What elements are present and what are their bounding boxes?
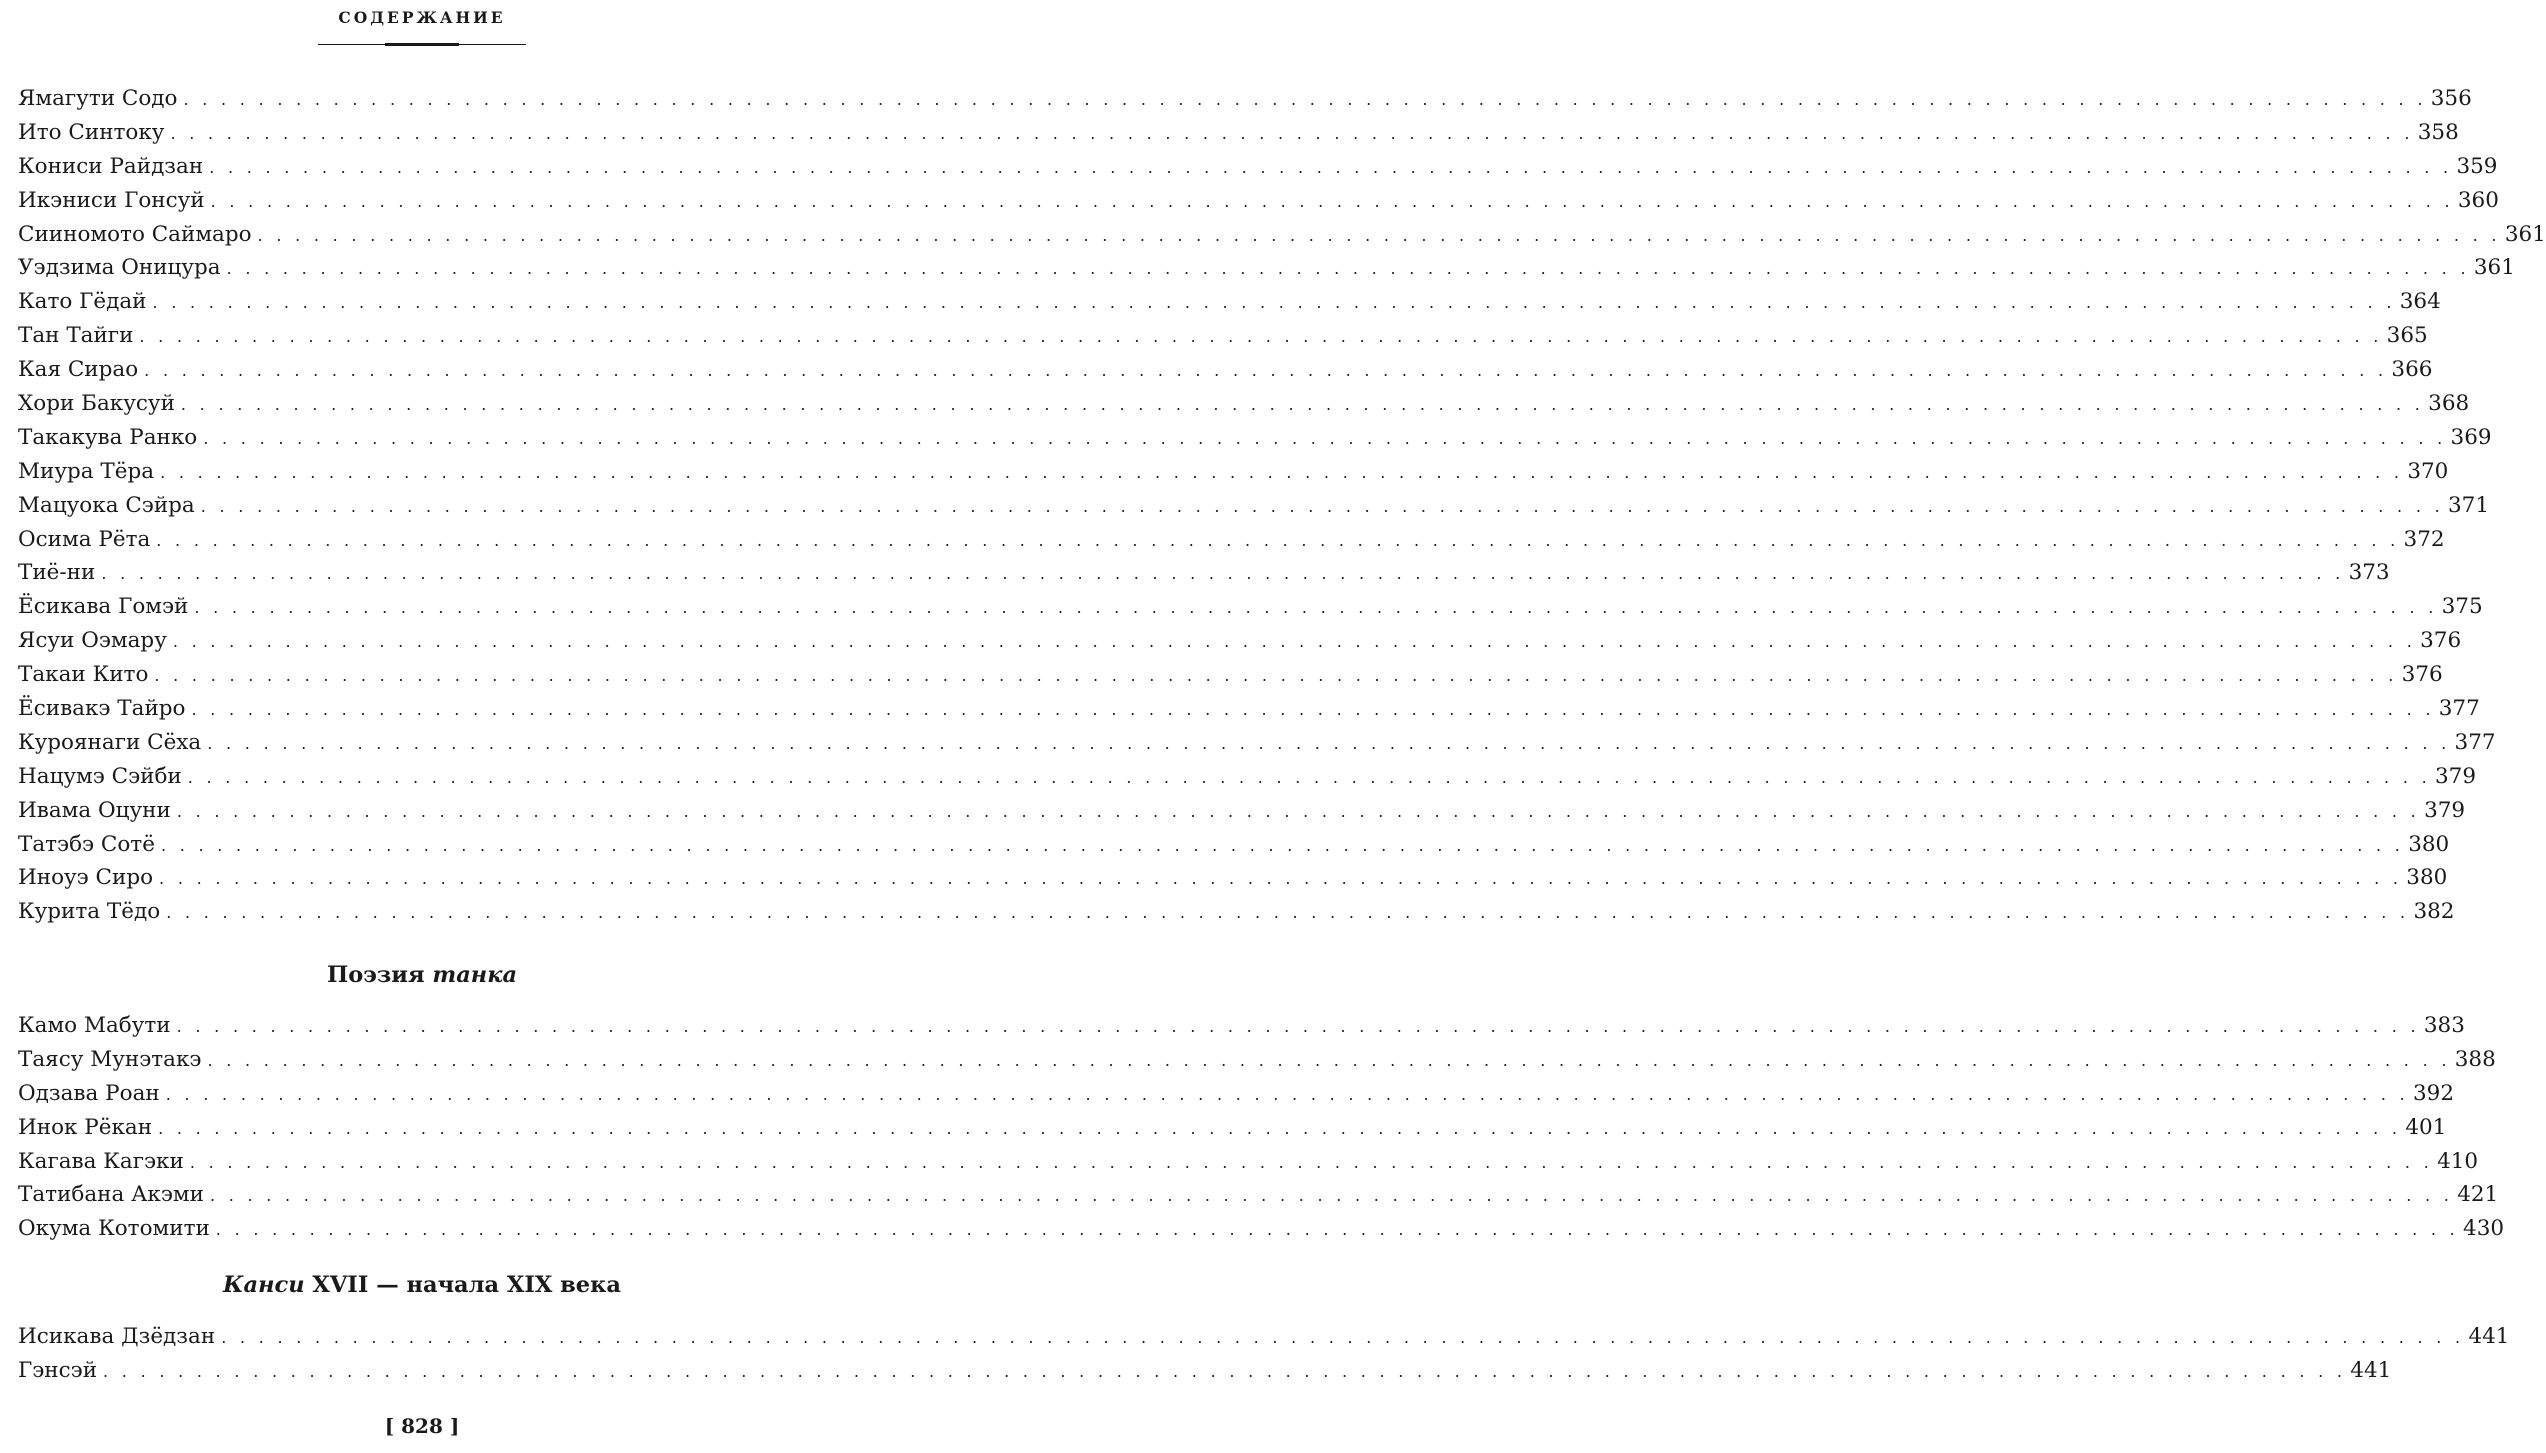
dot-leader: . . . . . . . . . . . . . . . . . . . . . . . . . . . . . . . . . . . . . . . . . . . . . . . . . . . . . . . . . . . . . . . . . . . . . . . . . . . . . . . . . . . . . . . . . . . . . . . . . . . . . . . . . . . . . . . . . . . . . . . . <box>209 1186 2454 1206</box>
dot-leader: . . . . . . . . . . . . . . . . . . . . . . . . . . . . . . . . . . . . . . . . . . . . . . . . . . . . . . . . . . . . . . . . . . . . . . . . . . . . . . . . . . . . . . . . . . . . . . . . . . . . . . . . . . . . . . . . . . . . . . . . <box>194 598 2438 618</box>
toc-entry-page: 430 <box>2463 1216 2505 1242</box>
dot-leader: . . . . . . . . . . . . . . . . . . . . . . . . . . . . . . . . . . . . . . . . . . . . . . . . . . . . . . . . . . . . . . . . . . . . . . . . . . . . . . . . . . . . . . . . . . . . . . . . . . . . . . . . . . . . . . . . . . . . . . . . <box>191 700 2435 720</box>
dot-leader: . . . . . . . . . . . . . . . . . . . . . . . . . . . . . . . . . . . . . . . . . . . . . . . . . . . . . . . . . . . . . . . . . . . . . . . . . . . . . . . . . . . . . . . . . . . . . . . . . . . . . . . . . . . . . . . . . . . . . . . . <box>152 293 2396 313</box>
toc-entry-title: Ёсивакэ Тайро <box>18 696 186 722</box>
dot-leader: . . . . . . . . . . . . . . . . . . . . . . . . . . . . . . . . . . . . . . . . . . . . . . . . . . . . . . . . . . . . . . . . . . . . . . . . . . . . . . . . . . . . . . . . . . . . . . . . . . . . . . . . . . . . . . . . . . . . . . . . <box>166 903 2410 923</box>
toc-group-1 <box>18 82 2546 929</box>
toc-entry <box>18 1178 2499 1212</box>
toc-entry-title: Сииномото Саймаро <box>18 221 252 247</box>
toc-entry-page: 361 <box>2504 221 2546 247</box>
page-number: [ 828 ] <box>384 1414 460 1438</box>
toc-entry-title: Ивама Оцуни <box>18 797 171 823</box>
toc-entry-title: Осима Рёта <box>18 526 151 552</box>
toc-entry <box>18 353 2433 387</box>
toc-entry-title: Такакува Ранко <box>18 424 198 450</box>
dot-leader: . . . . . . . . . . . . . . . . . . . . . . . . . . . . . . . . . . . . . . . . . . . . . . . . . . . . . . . . . . . . . . . . . . . . . . . . . . . . . . . . . . . . . . . . . . . . . . . . . . . . . . . . . . . . . . . . . . . . . . . . <box>176 1017 2420 1036</box>
dot-leader: . . . . . . . . . . . . . . . . . . . . . . . . . . . . . . . . . . . . . . . . . . . . . . . . . . . . . . . . . . . . . . . . . . . . . . . . . . . . . . . . . . . . . . . . . . . . . . . . . . . . . . . . . . . . . . . . . . . . . . . . <box>210 191 2454 211</box>
toc-entry-page: 373 <box>2348 560 2390 586</box>
toc-entry <box>18 116 2459 150</box>
dot-leader: . . . . . . . . . . . . . . . . . . . . . . . . . . . . . . . . . . . . . . . . . . . . . . . . . . . . . . . . . . . . . . . . . . . . . . . . . . . . . . . . . . . . . . . . . . . . . . . . . . . . . . . . . . . . . . . . . . . . . . . . <box>207 1050 2451 1070</box>
toc-entry-page: 358 <box>2417 119 2459 145</box>
toc-entry <box>18 150 2498 184</box>
toc-entry <box>18 828 2450 862</box>
dot-leader: . . . . . . . . . . . . . . . . . . . . . . . . . . . . . . . . . . . . . . . . . . . . . . . . . . . . . . . . . . . . . . . . . . . . . . . . . . . . . . . . . . . . . . . . . . . . . . . . . . . . . . . . . . . . . . . . . . . . . . . . <box>160 835 2405 855</box>
toc-entry-title: Ёсикава Гомэй <box>18 594 189 620</box>
toc-entry <box>18 590 2483 624</box>
toc-entry-page: 371 <box>2448 492 2490 518</box>
toc-entry-title: Ясуи Оэмару <box>18 628 167 654</box>
toc-entry-title: Курита Тёдо <box>18 899 161 925</box>
toc-entry-page: 441 <box>2350 1357 2392 1383</box>
dot-leader: . . . . . . . . . . . . . . . . . . . . . . . . . . . . . . . . . . . . . . . . . . . . . . . . . . . . . . . . . . . . . . . . . . . . . . . . . . . . . . . . . . . . . . . . . . . . . . . . . . . . . . . . . . . . . . . . . . . . . . . . <box>165 1084 2409 1104</box>
dot-leader: . . . . . . . . . . . . . . . . . . . . . . . . . . . . . . . . . . . . . . . . . . . . . . . . . . . . . . . . . . . . . . . . . . . . . . . . . . . . . . . . . . . . . . . . . . . . . . . . . . . . . . . . . . . . . . . . . . . . . . . . <box>215 1220 2460 1240</box>
toc-entry-page: 377 <box>2454 729 2496 755</box>
dot-leader: . . . . . . . . . . . . . . . . . . . . . . . . . . . . . . . . . . . . . . . . . . . . . . . . . . . . . . . . . . . . . . . . . . . . . . . . . . . . . . . . . . . . . . . . . . . . . . . . . . . . . . . . . . . . . . . . . . . . . . . . <box>170 123 2414 143</box>
toc-entry <box>18 861 2448 895</box>
toc-entry-page: 421 <box>2457 1182 2499 1208</box>
dot-leader: . . . . . . . . . . . . . . . . . . . . . . . . . . . . . . . . . . . . . . . . . . . . . . . . . . . . . . . . . . . . . . . . . . . . . . . . . . . . . . . . . . . . . . . . . . . . . . . . . . . . . . . . . . . . . . . . . . . . . . . . <box>209 157 2453 177</box>
toc-entry-page: 380 <box>2408 831 2450 857</box>
toc-entry-title: Гэнсэй <box>18 1357 98 1383</box>
dot-leader: . . . . . . . . . . . . . . . . . . . . . . . . . . . . . . . . . . . . . . . . . . . . . . . . . . . . . . . . . . . . . . . . . . . . . . . . . . . . . . . . . . . . . . . . . . . . . . . . . . . . . . . . . . . . . . . . . . . . . . . . <box>189 1152 2434 1172</box>
toc-entry-title: Тиё-ни <box>18 560 96 586</box>
toc-entry-page: 372 <box>2403 526 2445 552</box>
toc-group-2 <box>18 1009 2505 1246</box>
toc-entry-page: 359 <box>2456 153 2498 179</box>
toc-entry-page: 376 <box>2420 628 2462 654</box>
toc-entry-page: 382 <box>2413 899 2455 925</box>
dot-leader: . . . . . . . . . . . . . . . . . . . . . . . . . . . . . . . . . . . . . . . . . . . . . . . . . . . . . . . . . . . . . . . . . . . . . . . . . . . . . . . . . . . . . . . . . . . . . . . . . . . . . . . . . . . . . . . . . . . . . . . . <box>180 395 2425 415</box>
dot-leader: . . . . . . . . . . . . . . . . . . . . . . . . . . . . . . . . . . . . . . . . . . . . . . . . . . . . . . . . . . . . . . . . . . . . . . . . . . . . . . . . . . . . . . . . . . . . . . . . . . . . . . . . . . . . . . . . . . . . . . . . <box>159 869 2403 889</box>
toc-entry-page: 370 <box>2407 458 2449 484</box>
toc-entry-title: Кагава Кагэки <box>18 1148 184 1174</box>
toc-entry-page: 361 <box>2473 255 2515 281</box>
section-heading-plain: XVII — начала XIX века <box>304 1272 621 1298</box>
toc-entry-page: 377 <box>2438 696 2480 722</box>
dot-leader: . . . . . . . . . . . . . . . . . . . . . . . . . . . . . . . . . . . . . . . . . . . . . . . . . . . . . . . . . . . . . . . . . . . . . . . . . . . . . . . . . . . . . . . . . . . . . . . . . . . . . . . . . . . . . . . . . . . . . . . . <box>187 767 2431 787</box>
toc-entry-title: Камо Мабути <box>18 1013 171 1038</box>
toc-entry <box>18 1212 2505 1246</box>
dot-leader: . . . . . . . . . . . . . . . . . . . . . . . . . . . . . . . . . . . . . . . . . . . . . . . . . . . . . . . . . . . . . . . . . . . . . . . . . . . . . . . . . . . . . . . . . . . . . . . . . . . . . . . . . . . . . . . . . . . . . . . . <box>103 1361 2347 1381</box>
toc-entry-title: Окума Котомити <box>18 1216 210 1242</box>
toc-entry-page: 401 <box>2405 1114 2447 1140</box>
toc-entry-title: Кониси Райдзан <box>18 153 204 179</box>
toc-entry-title: Татибана Акэми <box>18 1182 204 1208</box>
toc-entry-page: 388 <box>2454 1046 2496 1072</box>
toc-entry-page: 441 <box>2468 1324 2510 1349</box>
dot-leader: . . . . . . . . . . . . . . . . . . . . . . . . . . . . . . . . . . . . . . . . . . . . . . . . . . . . . . . . . . . . . . . . . . . . . . . . . . . . . . . . . . . . . . . . . . . . . . . . . . . . . . . . . . . . . . . . . . . . . . . . <box>226 259 2470 279</box>
toc-entry <box>18 319 2428 353</box>
toc-entry-title: Хори Бакусуй <box>18 391 175 417</box>
toc-entry <box>18 658 2443 692</box>
toc-entry-title: Таясу Мунэтакэ <box>18 1046 202 1072</box>
toc-entry <box>18 1354 2392 1388</box>
dot-leader: . . . . . . . . . . . . . . . . . . . . . . . . . . . . . . . . . . . . . . . . . . . . . . . . . . . . . . . . . . . . . . . . . . . . . . . . . . . . . . . . . . . . . . . . . . . . . . . . . . . . . . . . . . . . . . . . . . . . . . . . <box>154 666 2398 686</box>
toc-group-3 <box>18 1320 2510 1388</box>
toc-entry <box>18 523 2445 557</box>
dot-leader: . . . . . . . . . . . . . . . . . . . . . . . . . . . . . . . . . . . . . . . . . . . . . . . . . . . . . . . . . . . . . . . . . . . . . . . . . . . . . . . . . . . . . . . . . . . . . . . . . . . . . . . . . . . . . . . . . . . . . . . . <box>158 1118 2402 1138</box>
dot-leader: . . . . . . . . . . . . . . . . . . . . . . . . . . . . . . . . . . . . . . . . . . . . . . . . . . . . . . . . . . . . . . . . . . . . . . . . . . . . . . . . . . . . . . . . . . . . . . . . . . . . . . . . . . . . . . . . . . . . . . . . <box>183 90 2427 109</box>
toc-entry-page: 379 <box>2424 797 2466 823</box>
toc-entry-page: 379 <box>2435 763 2477 789</box>
toc-entry <box>18 794 2466 828</box>
dot-leader: . . . . . . . . . . . . . . . . . . . . . . . . . . . . . . . . . . . . . . . . . . . . . . . . . . . . . . . . . . . . . . . . . . . . . . . . . . . . . . . . . . . . . . . . . . . . . . . . . . . . . . . . . . . . . . . . . . . . . . . . <box>144 361 2388 381</box>
toc-entry-page: 366 <box>2391 357 2433 383</box>
toc-entry-title: Куроянаги Сёха <box>18 729 202 755</box>
toc-entry-title: Нацумэ Сэйби <box>18 763 182 789</box>
toc-entry <box>18 1145 2479 1179</box>
toc-entry-page: 375 <box>2441 594 2483 620</box>
dot-leader: . . . . . . . . . . . . . . . . . . . . . . . . . . . . . . . . . . . . . . . . . . . . . . . . . . . . . . . . . . . . . . . . . . . . . . . . . . . . . . . . . . . . . . . . . . . . . . . . . . . . . . . . . . . . . . . . . . . . . . . . <box>101 564 2345 584</box>
header-rule-accent <box>385 43 459 46</box>
toc-entry-title: Иноуэ Сиро <box>18 865 154 891</box>
toc-entry-page: 360 <box>2457 187 2499 213</box>
toc-entry-title: Икэниси Гонсуй <box>18 187 205 213</box>
dot-leader: . . . . . . . . . . . . . . . . . . . . . . . . . . . . . . . . . . . . . . . . . . . . . . . . . . . . . . . . . . . . . . . . . . . . . . . . . . . . . . . . . . . . . . . . . . . . . . . . . . . . . . . . . . . . . . . . . . . . . . . . <box>139 327 2383 347</box>
dot-leader: . . . . . . . . . . . . . . . . . . . . . . . . . . . . . . . . . . . . . . . . . . . . . . . . . . . . . . . . . . . . . . . . . . . . . . . . . . . . . . . . . . . . . . . . . . . . . . . . . . . . . . . . . . . . . . . . . . . . . . . . <box>257 225 2501 245</box>
toc-entry-title: Ямагути Содо <box>18 86 178 111</box>
toc-entry-page: 392 <box>2412 1080 2455 1106</box>
toc-entry-title: Исикава Дзёдзан <box>18 1324 216 1349</box>
dot-leader: . . . . . . . . . . . . . . . . . . . . . . . . . . . . . . . . . . . . . . . . . . . . . . . . . . . . . . . . . . . . . . . . . . . . . . . . . . . . . . . . . . . . . . . . . . . . . . . . . . . . . . . . . . . . . . . . . . . . . . . . <box>203 428 2447 448</box>
toc-entry-page: 356 <box>2430 86 2472 111</box>
dot-leader: . . . . . . . . . . . . . . . . . . . . . . . . . . . . . . . . . . . . . . . . . . . . . . . . . . . . . . . . . . . . . . . . . . . . . . . . . . . . . . . . . . . . . . . . . . . . . . . . . . . . . . . . . . . . . . . . . . . . . . . . <box>221 1328 2465 1347</box>
toc-entry-page: 380 <box>2406 865 2448 891</box>
toc-entry-title: Уэдзима Оницура <box>18 255 221 281</box>
running-head: СОДЕРЖАНИЕ <box>338 8 506 27</box>
toc-entry <box>18 1009 2465 1043</box>
toc-entry <box>18 895 2455 929</box>
dot-leader: . . . . . . . . . . . . . . . . . . . . . . . . . . . . . . . . . . . . . . . . . . . . . . . . . . . . . . . . . . . . . . . . . . . . . . . . . . . . . . . . . . . . . . . . . . . . . . . . . . . . . . . . . . . . . . . . . . . . . . . . <box>176 801 2421 821</box>
toc-entry-title: Миура Тёра <box>18 458 155 484</box>
toc-entry <box>18 1111 2447 1145</box>
toc-entry-title: Такаи Кито <box>18 662 149 688</box>
toc-entry <box>18 285 2441 319</box>
toc-entry-page: 369 <box>2450 424 2492 450</box>
toc-entry-title: Ито Синтоку <box>18 119 165 145</box>
toc-entry <box>18 387 2470 421</box>
toc-entry <box>18 455 2449 489</box>
toc-entry <box>18 556 2390 590</box>
toc-entry <box>18 760 2477 794</box>
toc-entry <box>18 1320 2510 1354</box>
toc-entry <box>18 421 2492 455</box>
toc-entry <box>18 251 2515 285</box>
toc-entry <box>18 184 2499 218</box>
toc-entry-title: Като Гёдай <box>18 289 147 315</box>
toc-entry-title: Тан Тайги <box>18 323 134 349</box>
section-heading-kanshi <box>0 1272 844 1298</box>
dot-leader: . . . . . . . . . . . . . . . . . . . . . . . . . . . . . . . . . . . . . . . . . . . . . . . . . . . . . . . . . . . . . . . . . . . . . . . . . . . . . . . . . . . . . . . . . . . . . . . . . . . . . . . . . . . . . . . . . . . . . . . . <box>200 496 2444 516</box>
toc-entry-page: 410 <box>2437 1148 2479 1174</box>
toc-entry-page: 364 <box>2399 289 2441 315</box>
section-heading-poetry-tanka <box>0 962 844 988</box>
dot-leader: . . . . . . . . . . . . . . . . . . . . . . . . . . . . . . . . . . . . . . . . . . . . . . . . . . . . . . . . . . . . . . . . . . . . . . . . . . . . . . . . . . . . . . . . . . . . . . . . . . . . . . . . . . . . . . . . . . . . . . . . <box>172 632 2417 652</box>
toc-entry <box>18 692 2480 726</box>
toc-entry-page: 383 <box>2423 1013 2465 1038</box>
toc-entry-page: 376 <box>2401 662 2443 688</box>
toc-entry <box>18 218 2546 252</box>
section-heading-plain: Поэзия <box>326 962 433 988</box>
toc-entry <box>18 1077 2455 1111</box>
toc-entry-page: 368 <box>2428 391 2470 417</box>
toc-entry-title: Инок Рёкан <box>18 1114 153 1140</box>
toc-entry-title: Одзава Роан <box>18 1080 160 1106</box>
toc-entry <box>18 489 2490 523</box>
toc-entry-title: Татэбэ Сотё <box>18 831 155 857</box>
dot-leader: . . . . . . . . . . . . . . . . . . . . . . . . . . . . . . . . . . . . . . . . . . . . . . . . . . . . . . . . . . . . . . . . . . . . . . . . . . . . . . . . . . . . . . . . . . . . . . . . . . . . . . . . . . . . . . . . . . . . . . . . <box>207 733 2451 753</box>
toc-entry-title: Мацуока Сэйра <box>18 492 195 518</box>
toc-entry <box>18 624 2462 658</box>
toc-entry <box>18 82 2472 116</box>
dot-leader: . . . . . . . . . . . . . . . . . . . . . . . . . . . . . . . . . . . . . . . . . . . . . . . . . . . . . . . . . . . . . . . . . . . . . . . . . . . . . . . . . . . . . . . . . . . . . . . . . . . . . . . . . . . . . . . . . . . . . . . . <box>156 530 2400 550</box>
section-heading-italic: танка <box>432 962 518 988</box>
toc-entry-title: Кая Сирао <box>18 357 139 383</box>
toc-entry <box>18 1043 2496 1077</box>
section-heading-italic: Канси <box>223 1272 305 1298</box>
dot-leader: . . . . . . . . . . . . . . . . . . . . . . . . . . . . . . . . . . . . . . . . . . . . . . . . . . . . . . . . . . . . . . . . . . . . . . . . . . . . . . . . . . . . . . . . . . . . . . . . . . . . . . . . . . . . . . . . . . . . . . . . <box>160 462 2404 482</box>
toc-entry-page: 365 <box>2386 323 2428 349</box>
toc-entry <box>18 726 2496 760</box>
